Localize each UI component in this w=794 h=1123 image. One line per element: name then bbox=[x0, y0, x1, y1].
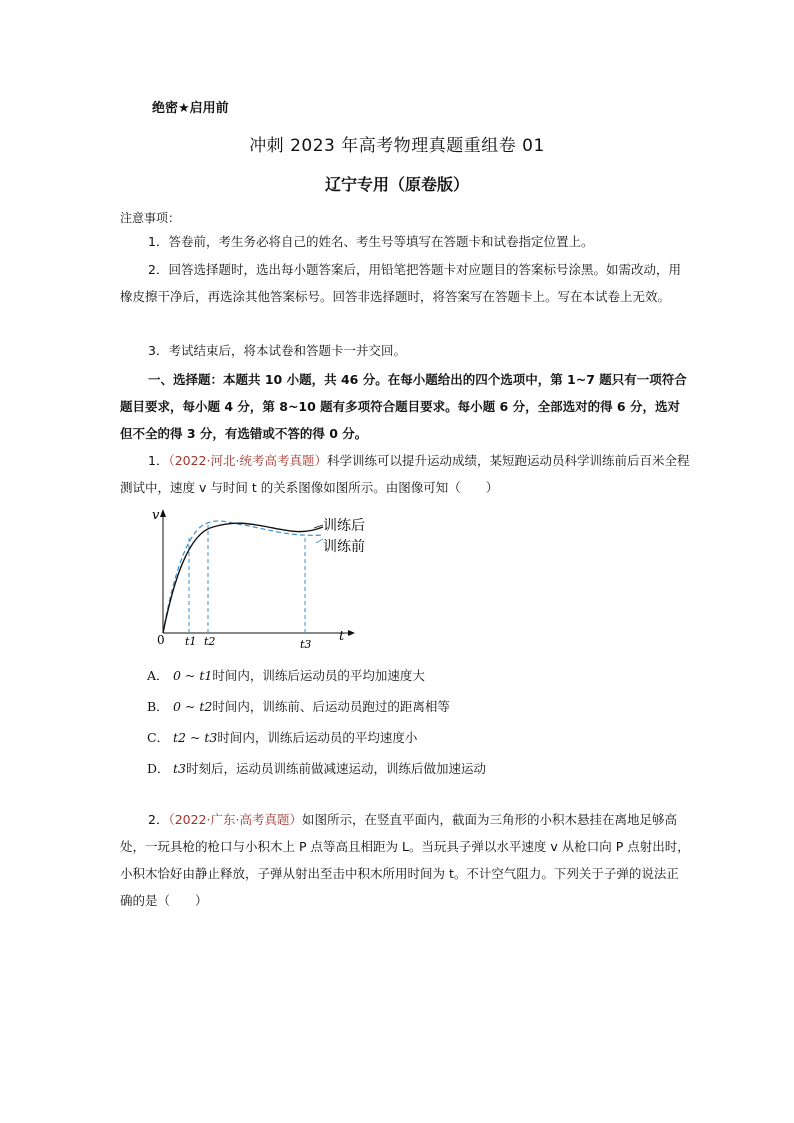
option-d[interactable] bbox=[147, 759, 486, 777]
notice-item-2: 2．回答选择题时，选出每小题答案后，用铅笔把答题卡对应题目的答案标号涂黑。如需改动，用橡皮擦干净后，再选涂其他答案标号。回答非选择题时，将答案写在答题卡上。写在本试卷上无效。 bbox=[120, 262, 681, 304]
curve-before-label: 训练前 bbox=[323, 539, 365, 555]
option-a-range: 0 ~ t1 bbox=[173, 668, 213, 683]
option-b-range: 0 ~ t2 bbox=[173, 699, 213, 714]
option-a[interactable] bbox=[147, 666, 425, 684]
option-b-text: 时间内，训练前、后运动员跑过的距离相等 bbox=[212, 699, 450, 714]
y-axis-label: v bbox=[152, 508, 160, 523]
option-d-label: D． bbox=[147, 761, 170, 776]
page-subtitle: 辽宁专用（原卷版） bbox=[324, 175, 469, 194]
notice-item-3: 3．考试结束后，将本试卷和答题卡一并交回。 bbox=[148, 343, 406, 358]
velocity-time-graph bbox=[148, 503, 368, 653]
question-1-number: 1． bbox=[148, 453, 169, 468]
x-axis-label: t bbox=[339, 629, 345, 644]
question-2 bbox=[120, 806, 690, 914]
y-axis-arrow bbox=[160, 509, 166, 517]
curve-after-training bbox=[163, 523, 323, 633]
option-b-label: B． bbox=[147, 699, 169, 714]
question-1 bbox=[120, 447, 690, 501]
option-d-text: 时刻后，运动员训练前做减速运动，训练后做加速运动 bbox=[185, 761, 486, 776]
option-a-text: 时间内，训练后运动员的平均加速度大 bbox=[212, 668, 425, 683]
notice-item-1: 1．答卷前，考生务必将自己的姓名、考生号等填写在答题卡和试卷指定位置上。 bbox=[148, 234, 594, 249]
option-c-text: 时间内，训练后运动员的平均速度小 bbox=[217, 730, 418, 745]
tick-t2: t2 bbox=[204, 635, 216, 648]
question-2-stem: 如图所示，在竖直平面内，截面为三角形的小积木悬挂在离地足够高处，一玩具枪的枪口与小积木上 P 点等高且相距为 L。当玩具子弹以水平速度 v 从枪口向 P 点射出时，小积木恰好由静止释放，子弹从射出至击中积木所用时间为 t。不计空气阻力。下列关于子弹的说法正确的是（ ） bbox=[120, 812, 690, 908]
label-pointer-before bbox=[316, 539, 323, 543]
question-1-stem: 科学训练可以提升运动成绩，某短跑运动员科学训练前后百米全程测试中，速度 v 与时间 t 的关系图像如图所示。由图像可知（ ） bbox=[120, 453, 690, 495]
notice-heading: 注意事项： bbox=[120, 211, 181, 225]
option-c-range: t2 ~ t3 bbox=[173, 730, 218, 745]
tick-t3: t3 bbox=[300, 638, 312, 651]
curve-after-label: 训练后 bbox=[323, 518, 365, 534]
origin-label: 0 bbox=[157, 633, 165, 647]
option-d-range: t3 bbox=[173, 761, 186, 776]
option-a-label: A． bbox=[147, 668, 169, 683]
secret-label: 绝密★启用前 bbox=[152, 101, 229, 116]
curve-before-training bbox=[163, 521, 323, 633]
x-axis-arrow bbox=[348, 630, 355, 636]
tick-t1: t1 bbox=[185, 635, 197, 648]
option-c-label: C． bbox=[147, 730, 170, 745]
page-title: 冲刺 2023 年高考物理真题重组卷 01 bbox=[249, 136, 545, 156]
section-heading: 一、选择题：本题共 10 小题，共 46 分。在每小题给出的四个选项中，第 1~7 题只有一项符合题目要求，每小题 4 分，第 8~10 题有多项符合题目要求。每小题 6 分，全部选对的得 6 分，选对但不全的得 3 分，有选错或不答的得 0 分。 bbox=[120, 372, 687, 441]
option-c[interactable] bbox=[147, 728, 417, 746]
option-b[interactable] bbox=[147, 697, 450, 715]
question-2-source: （2022·广东·高考真题） bbox=[168, 812, 302, 827]
question-1-source: （2022·河北·统考高考真题） bbox=[168, 453, 327, 468]
question-2-number: 2． bbox=[148, 812, 169, 827]
